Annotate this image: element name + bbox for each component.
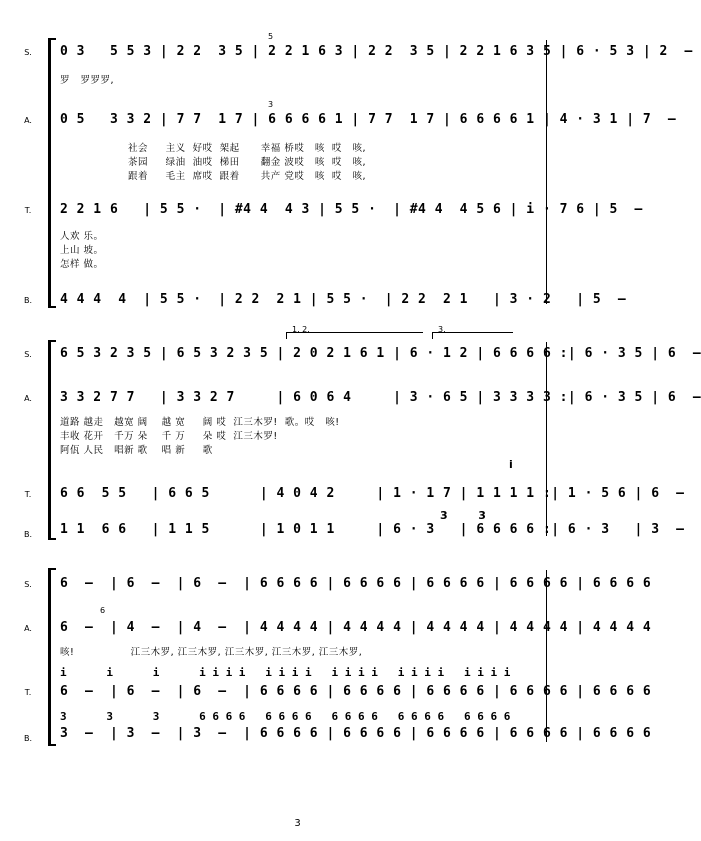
volta-1-label: 1. 2. [292, 325, 310, 334]
bass-upper-notes: 3 3 3 6 6 6 6 6 6 6 6 6 6 6 6 6 6 6 6 6 6 6 6 [60, 710, 511, 723]
soprano-notes: 6 — | 6 — | 6 — | 6 6 6 6 | 6 6 6 6 | 6 6 6 6 | 6 6 6 6 | 6 6 6 6 [60, 576, 652, 591]
part-label-alto: A. [24, 624, 32, 633]
tenor-upper-notes: i i i i i i i i i i i i i i i i i i i i i i i [60, 666, 511, 679]
alto-notes: 0 5 3 3 2 | 7 7 1 7 | 6 6 6 6 1 | 7 7 1 7 | 6 6 6 6 1 | 4 · 3 1 | 7 — [60, 112, 677, 127]
tenor-notes: 2 2 1 6 | 5 5 · | #4 4 4 3 | 5 5 · | #4 4 4 5 6 | i · 7 6 | 5 — [60, 202, 643, 217]
part-label-bass: B. [23, 530, 33, 539]
volta-2-label: 3. [438, 325, 446, 334]
bass-notes: 3 — | 3 — | 3 — | 6 6 6 6 | 6 6 6 6 | 6 6 6 6 | 6 6 6 6 | 6 6 6 6 [60, 726, 652, 741]
bass-upper-notes: 3 3 [440, 509, 486, 522]
alto-notes: 6 — | 4 — | 4 — | 4 4 4 4 | 4 4 4 4 | 4 4 4 4 | 4 4 4 4 | 4 4 4 4 [60, 620, 652, 635]
part-label-soprano: S. [24, 48, 32, 57]
bass-notes: 4 4 4 4 | 5 5 · | 2 2 2 1 | 5 5 · | 2 2 2 1 | 3 · 2 | 5 — [60, 292, 627, 307]
alto-notes: 3 3 2 7 7 | 3 3 2 7 | 6 0 6 4 | 3 · 6 5 | 3 3 3 3 :| 6 · 3 5 | 6 — [60, 390, 701, 405]
part-label-alto: A. [24, 394, 32, 403]
part-label-tenor: T. [24, 490, 32, 499]
alto-lyric-verse-2: 茶园 绿油 油哎 梯田 翻金 波哎 咳 哎 咳, [128, 157, 366, 168]
tenor-notes: 6 6 5 5 | 6 6 5 | 4 0 4 2 | 1 · 1 7 | 1 1 1 1 :| 1 · 5 6 | 6 — [60, 486, 685, 501]
system-bracket [48, 340, 51, 540]
tenor-upper-note: i [509, 458, 513, 471]
part-label-tenor: T. [24, 206, 32, 215]
tenor-notes: 6 — | 6 — | 6 — | 6 6 6 6 | 6 6 6 6 | 6 6 6 6 | 6 6 6 6 | 6 6 6 6 [60, 684, 652, 699]
soprano-notes: 6 5 3 2 3 5 | 6 5 3 2 3 5 | 2 0 2 1 6 1 | 6 · 1 2 | 6 6 6 6 :| 6 · 3 5 | 6 — [60, 346, 701, 361]
part-label-bass: B. [23, 734, 33, 743]
part-label-alto: A. [24, 116, 32, 125]
grace-mark: 6 [100, 606, 106, 615]
grace-mark: 5 [268, 32, 274, 41]
alto-lyric-verse-3: 跟着 毛主 席哎 跟着 共产 党哎 咳 哎 咳, [128, 171, 366, 182]
page-number: 3 [294, 818, 301, 829]
alto-lyric-verse-2: 丰收 花开 千万 朵 千 万 朵 哎 江三木罗! [60, 431, 278, 442]
tenor-lyric-verse-2: 上山 坡。 [60, 245, 104, 256]
part-label-soprano: S. [24, 580, 32, 589]
system-bracket [48, 568, 51, 746]
grace-mark: 3 [268, 100, 274, 109]
system-bracket [48, 38, 51, 308]
part-label-tenor: T. [24, 688, 32, 697]
part-label-bass: B. [23, 296, 33, 305]
part-label-soprano: S. [24, 350, 32, 359]
alto-lyric-verse-3: 阿佤 人民 唱新 歌 唱 新 歌 [60, 445, 213, 456]
soprano-lyric: 罗 罗罗罗, [60, 75, 115, 86]
tenor-lyric-verse-3: 怎样 做。 [60, 259, 104, 270]
alto-lyric-verse-1: 道路 越走 越宽 阔 越 宽 阔 哎 江三木罗! 歌。哎 咳! [60, 417, 340, 428]
alto-lyric-verse-1: 社会 主义 好哎 架起 幸福 桥哎 咳 哎 咳, [128, 143, 366, 154]
soprano-notes: 0 3 5 5 3 | 2 2 3 5 | 2 2 1 6 3 | 2 2 3 5 | 2 2 1 6 3 5 | 6 · 5 3 | 2 — [60, 44, 693, 59]
tenor-lyric-verse-1: 人欢 乐。 [60, 231, 104, 242]
alto-lyric: 咳! 江三木罗, 江三木罗, 江三木罗, 江三木罗, 江三木罗, [60, 647, 363, 658]
bass-notes: 1 1 6 6 | 1 1 5 | 1 0 1 1 | 6 · 3 | 6 6 6 6 :| 6 · 3 | 3 — [60, 522, 685, 537]
